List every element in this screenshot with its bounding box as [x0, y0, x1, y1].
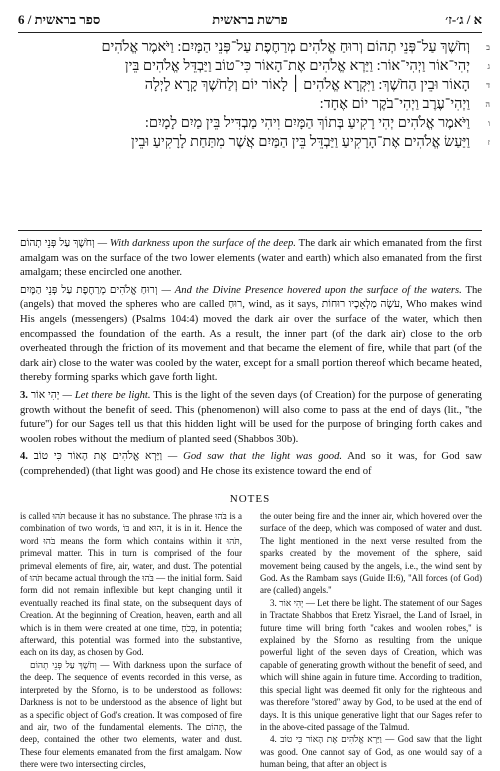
- commentary-text: And so it was, for God saw (comprehended) (that light was good) and He chose its existence toward the end of: [20, 451, 482, 477]
- hebrew-lemma: וַיַּרְא אֱלֹהִים אֶת הָאוֹר כִּי טוֹב: [33, 451, 163, 463]
- verse-number: ה: [485, 100, 490, 109]
- note-paragraph: the outer being fire and the inner air, which hovered over the surface of the deep, which was composed of water and dust. The light mentioned in the next verse resulted from the sparks created by the movement of the sphere, said movement being caused by the angels, i.e., the wind sent by God. As the Rambam says (Guide II:6), ''All forces (of God) are (called) angels.'': [260, 511, 482, 596]
- hebrew-lemma: וְחֹשֶׁךְ עַל פְּנֵי תְהוֹם: [20, 238, 95, 249]
- hebrew-lemma: וְרוּחַ אֱלֹהִים מְרַחֶפֶת עַל פְּנֵי הַמָּיִם: [20, 284, 158, 296]
- verse-text: וַיֹּאמֶר אֱלֹהִים יְהִי רָקִיעַ בְּתוֹךְ הַמָּיִם וִיהִי מַבְדִּיל בֵּין מַיִם לָמָיִם:: [144, 115, 470, 131]
- page-header: [18, 12, 482, 33]
- chapter-verse-range: א / ג׳-ז׳: [445, 12, 482, 27]
- commentary-text: This is the light of the seven days (of Creation) for the purpose of generating growth without the benefit of seed. This (phenomenon) will also come to pass at the end of days (lit., ''the future'') for our Sages tell us that this hidden light will be used for the purpose of bringing forth cakes and woolen robes without the medium of planted seed (Shabbos 30b).: [20, 389, 482, 445]
- verse-number: ב: [486, 43, 490, 52]
- sforno-commentary: [20, 237, 482, 483]
- verse-text: הָאוֹר וּבֵין הַחֹשֶׁךְ: וַיִּקְרָא אֱלֹהִים ׀ לָאוֹר יוֹם וְלַחֹשֶׁךְ קָרָא לָיְלָה: [144, 77, 470, 93]
- verse-line: [22, 114, 490, 133]
- parsha-title: פרשת בראשית: [212, 12, 288, 27]
- hebrew-verses: [22, 38, 490, 218]
- hebrew-lemma: יְהִי אוֹר: [30, 389, 60, 401]
- verse-line: [22, 133, 490, 152]
- lemma-translation: — God saw that the light was good.: [162, 451, 343, 463]
- notes-section: [20, 510, 483, 770]
- verse-text: וַיַּעַשׂ אֱלֹהִים אֶת־הָרָקִיעַ וַיַּבְדֵּל בֵּין הַמַּיִם אֲשֶׁר מִתַּחַת לָרָקִיעַ וּבֵין: [131, 134, 470, 150]
- note-paragraph: 4. וַיַּרְא אֱלֹהִים אֶת הָאוֹר כִּי טוֹב — God saw that the light was good. One cannot say of God, as one would say of a human being, that after an object is: [260, 734, 483, 770]
- commentary-paragraph: [20, 237, 482, 281]
- lemma-translation: — And the Divine Presence hovered upon the surface of the waters.: [157, 284, 462, 296]
- page-number-book: 6 / ספר בראשית: [18, 12, 101, 27]
- commentary-paragraph: [20, 284, 482, 386]
- verse-line: [22, 38, 490, 57]
- note-paragraph: 3. יְהִי אוֹר — Let there be light. The statement of our Sages in Tractate Shabbos that Eretz Yisrael, the Land of Israel, in future time will bring forth ''cakes and woolen robes,'' is explained by the Sforno as resulting from the unique powerful light of the seven days of Creation, which was capable of generating growth without the benefit of seed, and which will shine again in future time. According to tradition, this special light was deemed fit only for the righteous and was therefore ''stored'' away by God, to be used at the end of days. It is this unique generative light that our Sages refer to in the above-cited passage of the Talmud.: [260, 597, 482, 732]
- commentary-paragraph: [20, 450, 482, 479]
- verse-text: וַיְהִי־עֶרֶב וַיְהִי־בֹקֶר יוֹם אֶחָד:: [319, 96, 470, 112]
- verse-line: [22, 95, 490, 114]
- divider: [18, 230, 482, 231]
- verse-text: יְהִי־אוֹר וַיְהִי־אוֹר: וַיַּרְא אֱלֹהִים אֶת־הָאוֹר כִּי־טוֹב וַיַּבְדֵּל אֱלֹהִים בֵּין: [124, 58, 470, 74]
- commentary-text: The dark air which emanated from the first amalgam was on the surface of the two lower elements (water and earth) which also emanated from the first amalgam; these encircled one another.: [20, 238, 482, 279]
- note-paragraph: וְחֹשֶׁךְ עַל פְּנֵי תְהוֹם — With darkness upon the surface of the deep. The sequence of events recorded in this verse, as interpreted by the Sforno, is to be understood as follows: Darkness is not to be understood as the absence of light but as a specific object of God's creation. It was composed of fire and air, two of the fundamental elements. The תְּהוֹם, the deep, contained the other two elements, water and dust. These four elements emanated from the first amalgam. Now there were two intersecting circles,: [20, 659, 243, 770]
- verse-line: [22, 57, 490, 76]
- commentary-text: The (angels) that moved the spheres who are called רוּחַ, wind, as it says, עֹשֶׂה מַלְאָכָיו רוּחוֹת, Who makes wind His angels (messengers) (Psalms 104:4) moved the dark air over the surface of the water, which then encompassed the foundation of the earth. As a result, the inner part (of the dark air) close to the orb overheated through the friction of its movement and that became the element of fire, while that part (of the dark air) close to the water was cooled by the water, except for a small portion thereof which became heated, thereby forming sparks which gave forth light.: [20, 284, 482, 384]
- verse-number: ג: [487, 62, 490, 71]
- verse-line: [22, 76, 490, 95]
- notes-heading: NOTES: [229, 493, 271, 505]
- lemma-translation: — Let there be light.: [59, 389, 151, 401]
- verse-number: ו: [487, 119, 490, 128]
- lemma-translation: — With darkness upon the surface of the deep.: [94, 238, 296, 249]
- verse-number: ז: [487, 138, 490, 147]
- verse-ref: 3.: [20, 389, 28, 401]
- commentary-paragraph: [20, 389, 482, 447]
- note-paragraph: is called תֹּהוּ because it has no substance. The phrase בֹּהוּ is a combination of two words, בּוֹ and הוּא, it is in it. Hence the word בֹּהוּ means the form which contains within it תֹּהוּ, primeval matter. This in turn is comprised of the four primeval elements of fire, air, water, and dust. The potential of תֹּהוּ became actual through the בֹּהוּ — the initial form. Said form did not remain inflexible but kept changing until it eventually reached its final state, on the subsequent days of Creation. At the beginning of Creation, heaven, earth and all which is in them were created at one time, בְּכֹחַ, in potentia; afterward, this potential was formed into the substantive, each on its day, as chosen by God.: [20, 511, 243, 658]
- notes-column-right: [260, 510, 483, 770]
- verse-number: ד: [486, 81, 490, 90]
- notes-column-left: [20, 510, 243, 770]
- verse-text: וְחֹשֶׁךְ עַל־פְּנֵי תְהוֹם וְרוּחַ אֱלֹהִים מְרַחֶפֶת עַל־פְּנֵי הַמָּיִם: וַיֹּאמֶר אֱלֹהִים: [101, 39, 470, 55]
- verse-ref: 4.: [20, 451, 28, 463]
